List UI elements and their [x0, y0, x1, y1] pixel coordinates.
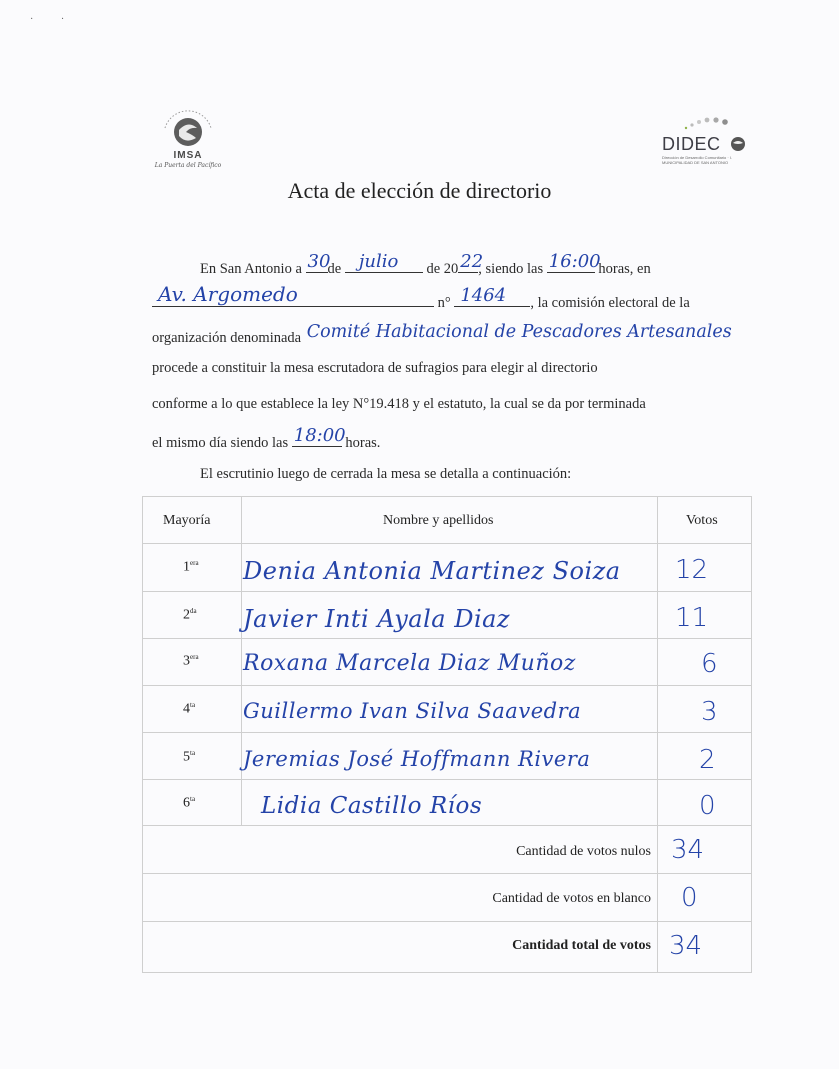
scan-marks: · · — [30, 14, 65, 25]
rank-suffix: era — [190, 559, 199, 567]
candidate-name: Denia Antonia Martinez Soiza — [243, 557, 621, 585]
blank-votes-label: Cantidad de votos en blanco — [492, 891, 651, 906]
start-time-value: 16:00 — [548, 251, 601, 272]
row-divider — [143, 825, 751, 826]
rank-number: 2 — [183, 607, 190, 623]
imsa-emblem-icon — [157, 108, 219, 152]
rank-suffix: era — [190, 653, 199, 661]
intro-text: horas, en — [598, 261, 651, 277]
year-blank — [458, 251, 484, 273]
rank-suffix: ta — [190, 749, 196, 757]
dideco-name: DIDEC — [662, 134, 721, 154]
intro-line-2 — [152, 282, 690, 312]
intro-line-1 — [200, 251, 651, 278]
intro-text: En San Antonio a — [200, 261, 302, 277]
vote-count: 11 — [675, 603, 709, 633]
total-votes-value: 34 — [669, 931, 703, 961]
row-divider — [143, 873, 751, 874]
intro-line-6 — [152, 425, 381, 452]
row-divider — [143, 638, 751, 639]
day-value: 30 — [307, 251, 331, 272]
rank-cell — [183, 749, 195, 766]
imsa-name: IMSA — [173, 150, 203, 161]
imsa-tagline: La Puerta del Pacífico — [154, 162, 222, 169]
day-blank — [306, 251, 331, 273]
intro-text: n° — [437, 295, 451, 311]
start-time-blank — [547, 251, 601, 273]
col-divider — [241, 497, 242, 825]
blank-votes-value: 0 — [681, 883, 698, 913]
rank-suffix: ta — [190, 795, 196, 803]
address-value: Av. Argomedo — [158, 282, 298, 306]
month-value: julio — [358, 251, 399, 272]
rank-number: 1 — [183, 559, 190, 575]
dideco-dots-icon — [680, 112, 740, 134]
header-rank: Mayoría — [163, 513, 211, 528]
rank-number: 3 — [183, 653, 190, 669]
row-divider — [143, 685, 751, 686]
intro-line-7: El escrutinio luego de cerrada la mesa se detalla a continuación: — [200, 466, 572, 482]
rank-cell — [183, 653, 199, 670]
header-name: Nombre y apellidos — [383, 513, 494, 528]
null-votes-value: 34 — [671, 835, 705, 865]
dideco-subtitle: Dirección de Desarrollo Comunitario · I. MUNICIPALIDAD DE SAN ANTONIO — [662, 155, 733, 165]
year-value: 22 — [460, 251, 484, 272]
results-table — [142, 496, 752, 973]
candidate-name: Lidia Castillo Ríos — [261, 793, 483, 819]
vote-count: 12 — [675, 555, 709, 585]
candidate-name: Javier Inti Ayala Diaz — [243, 605, 511, 633]
row-divider — [143, 779, 751, 780]
col-divider — [657, 497, 658, 972]
intro-text: el mismo día siendo las — [152, 435, 289, 451]
dideco-globe-icon — [730, 136, 746, 152]
rank-cell — [183, 607, 197, 624]
row-divider — [143, 732, 751, 733]
end-time-blank — [292, 425, 346, 447]
row-divider — [143, 921, 751, 922]
rank-suffix: ta — [190, 701, 196, 709]
organization-blank — [305, 322, 732, 342]
organization-value: Comité Habitacional de Pescadores Artesanales — [306, 322, 732, 342]
candidate-name: Guillermo Ivan Silva Saavedra — [243, 699, 582, 723]
end-time-value: 18:00 — [293, 425, 346, 446]
vote-count: 6 — [701, 649, 718, 679]
rank-cell — [183, 701, 195, 718]
candidate-name: Roxana Marcela Diaz Muñoz — [243, 651, 576, 676]
intro-text: de — [327, 261, 342, 277]
intro-line-4: procede a constituir la mesa escrutadora de sufragios para elegir al directorio — [152, 360, 598, 376]
address-blank — [152, 282, 434, 307]
number-value: 1464 — [460, 285, 507, 306]
rank-cell — [183, 795, 195, 812]
rank-suffix: da — [190, 607, 197, 615]
intro-text: , la comisión electoral de la — [530, 295, 690, 311]
candidate-name: Jeremias José Hoffmann Rivera — [243, 747, 591, 771]
row-divider — [143, 543, 751, 544]
intro-line-3 — [152, 322, 732, 347]
vote-count: 2 — [699, 745, 716, 775]
month-blank — [345, 251, 423, 273]
intro-text: , siendo las — [478, 261, 544, 277]
rank-cell — [183, 559, 199, 576]
rank-number: 6 — [183, 795, 190, 811]
number-blank — [454, 285, 530, 307]
rank-number: 4 — [183, 701, 190, 717]
header-votes: Votos — [686, 513, 718, 528]
vote-count: 0 — [699, 791, 716, 821]
rank-number: 5 — [183, 749, 190, 765]
vote-count: 3 — [701, 697, 718, 727]
imsa-logo — [148, 108, 228, 169]
document-title: Acta de elección de directorio — [287, 178, 552, 203]
null-votes-label: Cantidad de votos nulos — [516, 844, 651, 859]
intro-text: organización denominada — [152, 330, 302, 346]
intro-text: horas. — [345, 435, 381, 451]
intro-line-5: conforme a lo que establece la ley N°19.418 y el estatuto, la cual se da por terminada — [152, 396, 646, 412]
intro-text: de 20 — [426, 261, 459, 277]
row-divider — [143, 591, 751, 592]
total-votes-label: Cantidad total de votos — [512, 938, 651, 953]
